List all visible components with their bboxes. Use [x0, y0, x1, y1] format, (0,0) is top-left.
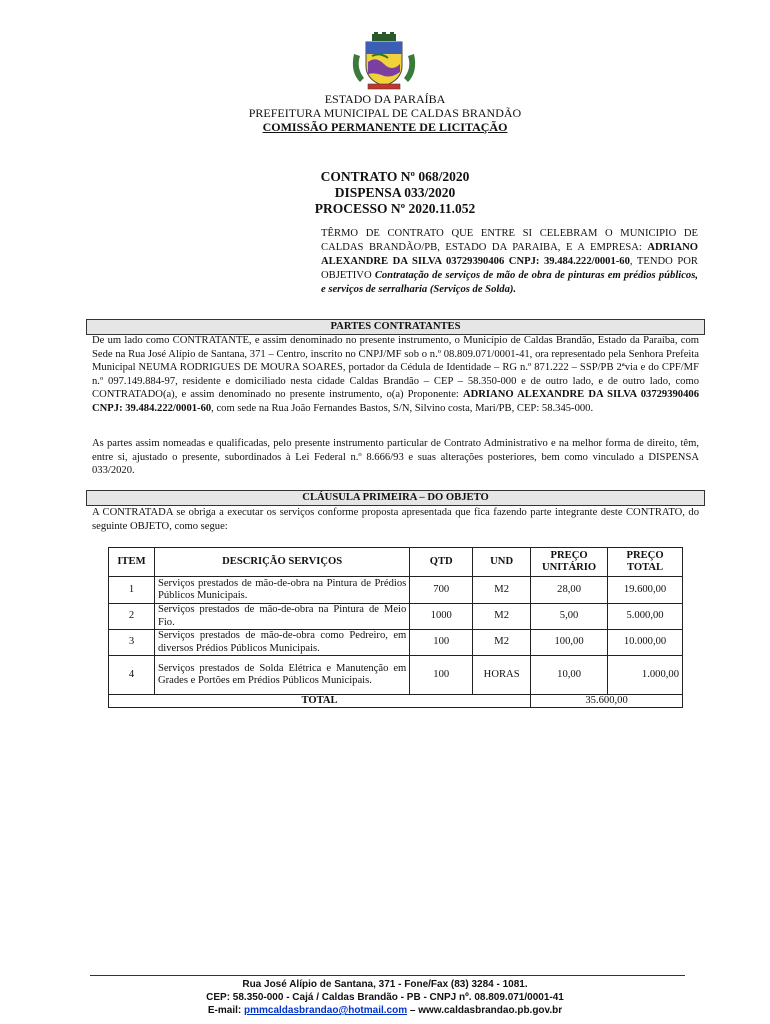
row-description: Serviços prestados de mão-de-obra como Pedreiro, em diversos Prédios Públicos Municipais.: [154, 630, 409, 656]
services-table: [108, 547, 683, 708]
row-item: 2: [109, 604, 155, 630]
contract-objective: Contratação de serviços de mão de obra de pinturas em prédios públicos, e serviços de serralharia (Serviços de Solda).: [321, 270, 699, 295]
header-description: DESCRIÇÃO SERVIÇOS: [154, 548, 409, 577]
row-unit-price: 5,00: [531, 604, 608, 630]
row-unit-price: 28,00: [531, 577, 608, 604]
municipal-coat-of-arms-icon: [350, 32, 418, 92]
row-unit: M2: [473, 577, 531, 604]
footer-website: – www.caldasbrandao.pb.gov.br: [407, 1005, 563, 1016]
contractor-name: ADRIANO ALEXANDRE DA SILVA 03729390406 CNPJ: 39.484.222/0001-60: [321, 242, 698, 267]
total-value: 35.600,00: [531, 695, 683, 708]
row-unit-price: 10,00: [531, 656, 608, 695]
row-quantity: 100: [410, 656, 473, 695]
header-quantity: QTD: [410, 548, 473, 577]
row-quantity: 100: [410, 630, 473, 656]
table-row: [109, 604, 683, 630]
footer-email-label: E-mail:: [207, 1005, 244, 1016]
contract-number: CONTRATO Nº 068/2020: [320, 169, 470, 184]
row-unit: M2: [473, 630, 531, 656]
row-total-price: 10.000,00: [608, 630, 683, 656]
row-description: Serviços prestados de mão-de-obra na Pintura de Meio Fio.: [154, 604, 409, 630]
header-total-price: PREÇO TOTAL: [608, 548, 683, 577]
preamble-text: TÊRMO DE CONTRATO QUE ENTRE SI CELEBRAM O MUNICIPIO DE CALDAS BRANDÃO/PB, ESTADO DA PARAIBA, E A EMPRESA:: [321, 228, 698, 253]
row-quantity: 700: [410, 577, 473, 604]
row-total-price: 1.000,00: [608, 656, 683, 695]
preamble-text-2: , TENDO POR OBJETIVO: [321, 256, 698, 281]
footer-email-link[interactable]: pmmcaldasbrandao@hotmail.com: [243, 1005, 408, 1016]
processo-number: PROCESSO Nº 2020.11.052: [314, 201, 476, 216]
parties-qualification-paragraph: As partes assim nomeadas e qualificadas, pelo presente instrumento particular de Contrato Administrativo e na melhor forma de direito, têm, entre si, ajustado o presente, subordinados à Lei Federal n.º 8.666/93 e suas alterações posteriores, bem como vinculado a DISPENSA 033/2020.: [92, 438, 699, 477]
state-name: ESTADO DA PARAÍBA: [324, 92, 446, 106]
table-header-row: [109, 548, 683, 577]
contract-preamble: [321, 227, 698, 297]
row-unit: HORAS: [473, 656, 531, 695]
parties-paragraph: [92, 334, 699, 416]
header-item: ITEM: [109, 548, 155, 577]
dispensa-number: DISPENSA 033/2020: [334, 185, 456, 200]
header-unit: UND: [473, 548, 531, 577]
object-paragraph: A CONTRATADA se obriga a executar os serviços conforme proposta apresentada que fica fazendo parte integrante deste CONTRATO, do seguinte OBJETO, como segue:: [92, 507, 699, 532]
footer-cep: CEP: 58.350-000 - Cajá / Caldas Brandão - PB - CNPJ nº. 08.809.071/0001-41: [206, 992, 564, 1003]
row-item: 1: [109, 577, 155, 604]
row-total-price: 5.000,00: [608, 604, 683, 630]
table-row: [109, 656, 683, 695]
row-total-price: 19.600,00: [608, 577, 683, 604]
footer-address: Rua José Alípio de Santana, 371 - Fone/Fax (83) 3284 - 1081.: [242, 979, 528, 990]
row-quantity: 1000: [410, 604, 473, 630]
parties-address: , com sede na Rua João Fernandes Bastos, S/N, Silvino costa, Mari/PB, CEP: 58.345-000.: [211, 402, 594, 414]
section-object-header: CLÁUSULA PRIMEIRA – DO OBJETO: [86, 490, 705, 506]
table-total-row: [109, 695, 683, 708]
table-row: [109, 630, 683, 656]
row-item: 4: [109, 656, 155, 695]
prefecture-name: PREFEITURA MUNICIPAL DE CALDAS BRANDÃO: [248, 106, 522, 120]
section-parties-header: PARTES CONTRATANTES: [86, 319, 705, 335]
row-description: Serviços prestados de Solda Elétrica e Manutenção em Grades e Portões em Prédios Públicos Municipais.: [154, 656, 409, 695]
row-item: 3: [109, 630, 155, 656]
table-row: [109, 577, 683, 604]
commission-name: COMISSÃO PERMANENTE DE LICITAÇÃO: [262, 120, 508, 134]
parties-text: De um lado como CONTRATANTE, e assim denominado no presente instrumento, o Município de Caldas Brandão, Estado da Paraíba, com Sede na Rua José Alípio de Santana, 371 – Centro, inscrito no CNPJ/MF sob o n.º 08.809.071/0001-41, ora representado pela Senhora Prefeita Municipal NEUMA RODRIGUES DE MOURA SOARES, portador da Cédula de Identidade – RG n.º 871.222 – SSP/PB 2ªvia e do CPF/MF n.º 097.149.884-97, residente e domiciliado nesta cidade Caldas Brandão – CEP – 58.350-000 e de outro lado, e de outro lado, como CONTRATADO(a), e assim denominado no presente instrumento, o(a) Proponente:: [92, 335, 699, 401]
row-unit: M2: [473, 604, 531, 630]
row-description: Serviços prestados de mão-de-obra na Pintura de Prédios Públicos Municipais.: [154, 577, 409, 604]
total-label: TOTAL: [109, 695, 531, 708]
header-unit-price: PREÇO UNITÁRIO: [531, 548, 608, 577]
contractor-identification: ADRIANO ALEXANDRE DA SILVA 03729390406 CNPJ: 39.484.222/0001-60: [92, 389, 699, 414]
row-unit-price: 100,00: [531, 630, 608, 656]
footer-contact: [0, 1004, 770, 1017]
footer-divider: [90, 975, 685, 976]
